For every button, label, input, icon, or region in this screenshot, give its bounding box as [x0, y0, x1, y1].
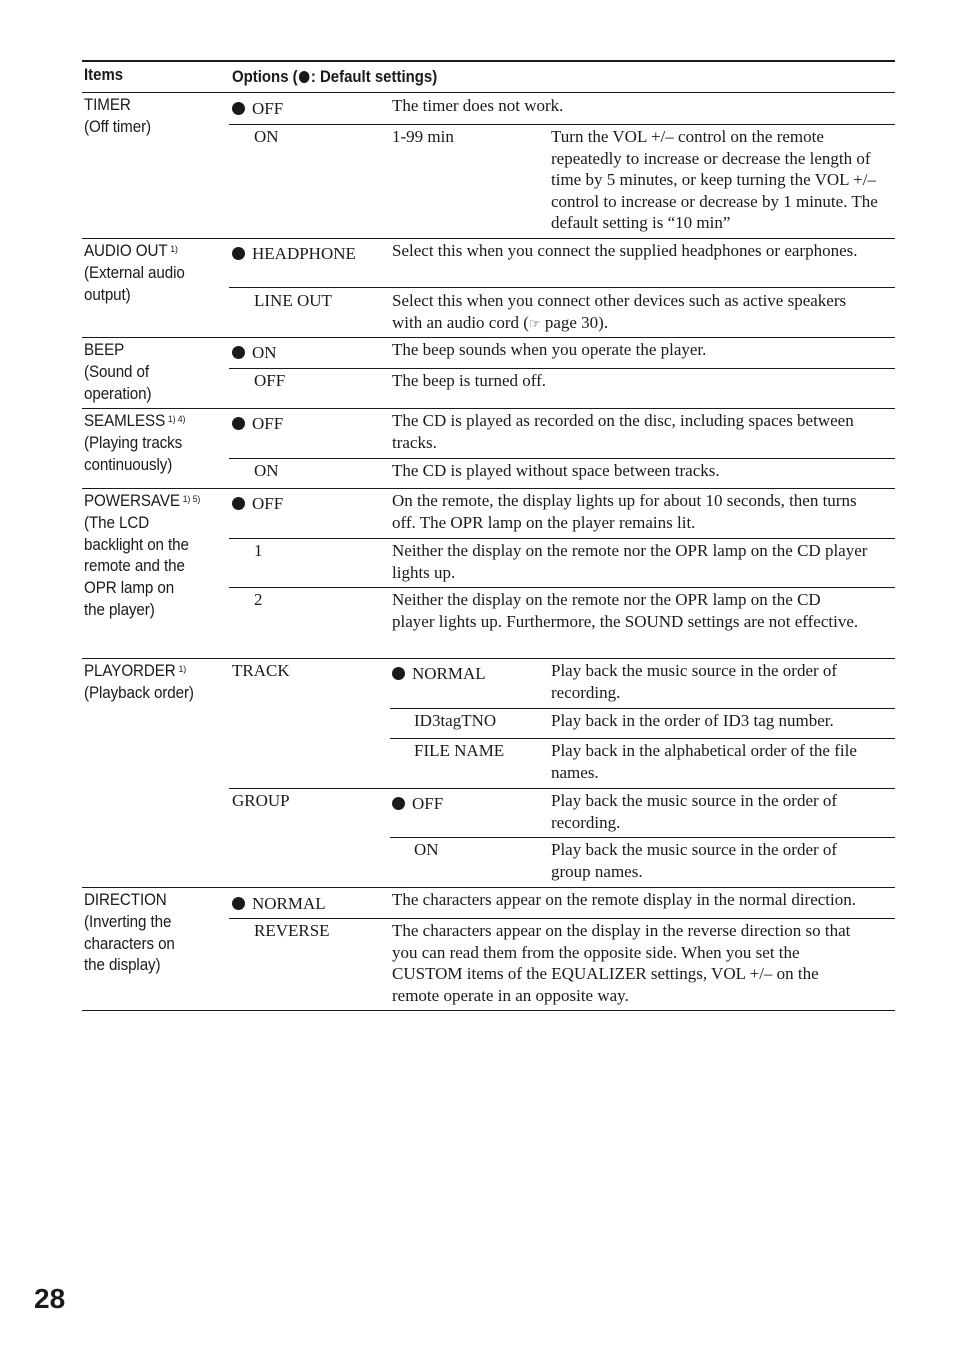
item-powersave [84, 491, 200, 622]
option-description: The CD is played without space between tracks. [392, 461, 720, 480]
option-label: OFF [252, 494, 284, 513]
option-description: The characters appear on the remote display in the normal direction. [392, 890, 857, 909]
item-name: PLAYORDER [84, 662, 176, 680]
column-header-items: Items [84, 65, 124, 84]
row-rule [82, 408, 895, 409]
row-rule [82, 887, 895, 888]
row-rule [82, 658, 895, 659]
row-rule [229, 287, 895, 288]
item-description: (Inverting the [84, 912, 172, 931]
option-headphone [232, 243, 356, 265]
item-description: the player) [84, 600, 155, 619]
option-description: Select this when you connect the supplied headphones or earphones. [392, 241, 858, 260]
option-group-off [392, 793, 443, 815]
description-line: Select this when you connect other devices such as active speakers [392, 291, 847, 310]
option-timer-on: ON [254, 127, 279, 146]
default-bullet-icon [392, 667, 405, 680]
item-audio-out [84, 241, 185, 306]
option-label: OFF [252, 414, 284, 433]
item-description: OPR lamp on [84, 579, 175, 598]
row-rule [82, 238, 895, 239]
row-rule [390, 738, 895, 739]
option-description: The CD is played as recorded on the disc, including spaces between tracks. [392, 411, 854, 452]
option-group-on: ON [414, 840, 439, 859]
option-label: NORMAL [412, 664, 486, 683]
default-bullet-icon [232, 102, 245, 115]
default-bullet-icon [232, 497, 245, 510]
item-playorder [84, 661, 194, 705]
option-direction-normal [232, 893, 326, 915]
option-label: NORMAL [252, 894, 326, 913]
option-description: The beep is turned off. [392, 371, 547, 390]
option-description: The timer does not work. [392, 96, 564, 115]
item-name: POWERSAVE [84, 492, 180, 510]
item-description: characters on [84, 934, 175, 953]
option-track: TRACK [232, 661, 290, 680]
item-description: the display) [84, 956, 161, 975]
item-description: (Playing tracks [84, 433, 183, 452]
option-description: Play back the music source in the order of group names. [551, 840, 838, 881]
default-bullet-icon [232, 247, 245, 260]
option-timer-off [232, 98, 283, 120]
option-description: Neither the display on the remote nor the OPR lamp on the CD player lights up. [392, 541, 868, 582]
page-number: 28 [34, 1283, 66, 1314]
item-direction [84, 890, 175, 977]
option-description: The beep sounds when you operate the player. [392, 340, 707, 359]
option-file-name: FILE NAME [414, 741, 505, 760]
option-description: Play back in the alphabetical order of the file names. [551, 741, 857, 782]
item-beep [84, 340, 151, 405]
item-name: BEEP [84, 341, 125, 359]
option-powersave-1: 1 [254, 541, 263, 560]
default-bullet-icon [392, 797, 405, 810]
option-seamless-on: ON [254, 461, 279, 480]
default-bullet-icon [232, 897, 245, 910]
option-description: The characters appear on the display in the reverse direction so that you can read them from the opposite side. When you set the CUSTOM items of the EQUALIZER settings, VOL +/– on the remote operate in an opposite way. [392, 921, 851, 1005]
header-rule [82, 92, 895, 93]
option-beep-off: OFF [254, 371, 286, 390]
option-label: HEADPHONE [252, 244, 356, 263]
row-rule [229, 458, 895, 459]
pointing-hand-icon: ☞ [528, 315, 541, 331]
option-direction-reverse: REVERSE [254, 921, 330, 940]
option-seamless-off [232, 413, 283, 435]
row-rule [229, 587, 895, 588]
item-name: SEAMLESS [84, 412, 166, 430]
row-rule [229, 368, 895, 369]
footnote-ref: 1) 5) [182, 494, 201, 505]
table-bottom-rule [82, 1010, 895, 1011]
item-name: AUDIO OUT [84, 242, 168, 260]
options-header-suffix: : Default settings) [310, 67, 438, 86]
row-rule [390, 837, 895, 838]
row-rule [390, 708, 895, 709]
footnote-ref: 1) [178, 664, 187, 675]
description-line: with an audio cord (☞ page 30). [392, 312, 609, 332]
option-description: Play back the music source in the order of recording. [551, 661, 838, 702]
row-rule [82, 337, 895, 338]
option-beep-on [232, 342, 277, 364]
row-rule [229, 788, 895, 789]
item-description: (Playback order) [84, 683, 194, 702]
row-rule [82, 488, 895, 489]
options-header-prefix: Options ( [232, 67, 298, 86]
item-description: (The LCD [84, 513, 150, 532]
item-description: backlight on the [84, 535, 189, 554]
item-name: DIRECTION [84, 891, 167, 909]
option-description: Neither the display on the remote nor the OPR lamp on the CD player lights up. Furthermore, the SOUND settings are not effective. [392, 590, 859, 631]
item-description: (Off timer) [84, 117, 152, 136]
item-seamless [84, 411, 185, 476]
column-header-options [232, 66, 437, 88]
default-bullet-icon [232, 346, 245, 359]
item-description: continuously) [84, 455, 173, 474]
item-description: operation) [84, 384, 152, 403]
table-top-rule [82, 60, 895, 62]
option-group: GROUP [232, 791, 290, 810]
option-range: 1-99 min [392, 127, 454, 146]
default-bullet-icon [299, 71, 310, 83]
row-rule [229, 538, 895, 539]
option-description: On the remote, the display lights up for about 10 seconds, then turns off. The OPR lamp on the player remains lit. [392, 491, 857, 532]
row-rule [229, 124, 895, 125]
option-label: OFF [412, 794, 444, 813]
item-description: (External audio [84, 263, 185, 282]
option-track-normal [392, 663, 486, 685]
option-id3tagtno: ID3tagTNO [414, 711, 497, 730]
option-description [392, 290, 846, 334]
footnote-ref: 1) 4) [167, 414, 186, 425]
item-description: output) [84, 285, 131, 304]
option-label: OFF [252, 99, 284, 118]
option-description: Play back the music source in the order of recording. [551, 791, 838, 832]
default-bullet-icon [232, 417, 245, 430]
item-description: remote and the [84, 557, 185, 576]
option-description: Turn the VOL +/– control on the remote repeatedly to increase or decrease the length of time by 5 minutes, or keep turning the VOL +/– control to increase or decrease by 1 minute. The default setting is “10 min” [551, 127, 878, 233]
option-label: ON [252, 343, 277, 362]
item-timer [84, 95, 151, 139]
item-description: (Sound of [84, 362, 150, 381]
option-line-out: LINE OUT [254, 291, 332, 310]
row-rule [229, 918, 895, 919]
option-powersave-off [232, 493, 283, 515]
footnote-ref: 1) [170, 244, 178, 255]
option-powersave-2: 2 [254, 590, 263, 609]
option-description: Play back in the order of ID3 tag number. [551, 711, 834, 730]
item-name: TIMER [84, 96, 131, 114]
